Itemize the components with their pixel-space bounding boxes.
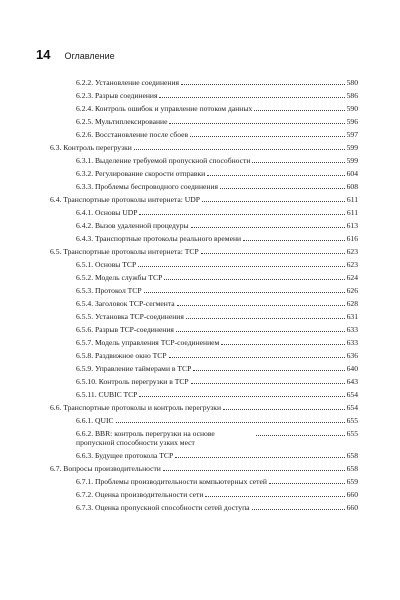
toc-entry [0, 338, 400, 351]
dot-leader [202, 201, 345, 202]
toc-entry-page: 599 [346, 143, 358, 152]
toc-entry-title: 6.5. Транспортные протоколы интернета: TCP [50, 247, 199, 256]
toc-entry-page: 626 [346, 286, 358, 295]
toc-entry-title: 6.7.3. Оценка пропускной способности сетей доступа [76, 503, 250, 512]
dot-leader [191, 383, 345, 384]
toc-entry-title: 6.5.9. Управление таймерами в TCP [76, 364, 192, 373]
toc-entry-page: 624 [346, 273, 358, 282]
dot-leader [186, 318, 345, 319]
toc-entry-page: 613 [346, 221, 358, 230]
toc-entry-title: 6.6.2. BBR: контроль перегрузки на основе пропускной способности узких мест [76, 429, 215, 447]
toc-entry [0, 325, 400, 338]
page-header [36, 47, 115, 62]
dot-leader [163, 470, 345, 471]
toc-entry-page: 660 [346, 503, 358, 512]
toc-entry-title: 6.2.3. Разрыв соединения [76, 91, 158, 100]
table-of-contents [0, 78, 400, 516]
toc-entry-page: 658 [346, 451, 358, 460]
toc-entry-page: 596 [346, 117, 358, 126]
dot-leader [176, 331, 345, 332]
toc-entry-page: 628 [346, 299, 358, 308]
toc-entry-page: 580 [346, 78, 358, 87]
toc-entry [0, 143, 400, 156]
dot-leader [254, 110, 344, 111]
toc-entry [0, 416, 400, 429]
toc-entry-page: 658 [346, 464, 358, 473]
toc-entry [0, 260, 400, 273]
toc-entry-title: 6.5.11. CUBIC TCP [76, 390, 138, 399]
toc-entry [0, 312, 400, 325]
dot-leader [221, 344, 344, 345]
toc-entry-page: 633 [346, 325, 358, 334]
page-number: 14 [36, 47, 51, 62]
dot-leader [159, 97, 344, 98]
toc-entry-title: 6.6. Транспортные протоколы и контроль перегрузки [50, 403, 222, 412]
toc-entry-title: 6.7.2. Оценка производительности сети [76, 490, 204, 499]
toc-entry [0, 377, 400, 390]
toc-entry [0, 182, 400, 195]
dot-leader [243, 240, 345, 241]
toc-entry-title: 6.3.1. Выделение требуемой пропускной способности [76, 156, 251, 165]
toc-entry [0, 247, 400, 260]
toc-entry [0, 477, 400, 490]
dot-leader [144, 292, 345, 293]
dot-leader [164, 279, 344, 280]
toc-entry [0, 273, 400, 286]
toc-entry-page: 655 [346, 429, 358, 438]
toc-entry [0, 156, 400, 169]
dot-leader [138, 266, 344, 267]
dot-leader [169, 123, 344, 124]
toc-entry [0, 234, 400, 247]
toc-entry-title: 6.7. Вопросы производительности [50, 464, 161, 473]
toc-entry-title: 6.4.3. Транспортные протоколы реального времени [76, 234, 242, 243]
toc-entry-title: 6.2.2. Установление соединения [76, 78, 180, 87]
toc-entry-page: 655 [346, 416, 358, 425]
toc-entry-title: 6.5.6. Разрыв TCP-соединения [76, 325, 174, 334]
toc-entry-page: 608 [346, 182, 358, 191]
dot-leader [116, 422, 345, 423]
toc-entry-page: 611 [346, 208, 358, 217]
toc-entry-title: 6.4. Транспортные протоколы интернета: UDP [50, 195, 200, 204]
dot-leader [139, 214, 344, 215]
toc-entry-page: 616 [346, 234, 358, 243]
toc-entry [0, 91, 400, 104]
dot-leader [177, 305, 345, 306]
dot-leader [181, 84, 345, 85]
dot-leader [252, 509, 345, 510]
toc-entry-title: 6.4.1. Основы UDP [76, 208, 138, 217]
dot-leader [191, 227, 345, 228]
toc-entry-page: 623 [346, 247, 358, 256]
dot-leader [175, 457, 344, 458]
toc-entry-page: 654 [346, 390, 358, 399]
toc-entry-page: 631 [346, 312, 358, 321]
toc-entry [0, 429, 400, 451]
dot-leader [169, 357, 345, 358]
toc-entry [0, 104, 400, 117]
dot-leader [252, 162, 344, 163]
toc-entry-title: 6.5.3. Протокол TCP [76, 286, 142, 295]
toc-entry-title: 6.5.1. Основы TCP [76, 260, 137, 269]
toc-entry [0, 299, 400, 312]
dot-leader [207, 175, 344, 176]
toc-entry [0, 464, 400, 477]
toc-entry-title: 6.6.3. Будущее протокола TCP [76, 451, 174, 460]
toc-entry-page: 640 [346, 364, 358, 373]
toc-entry-page: 633 [346, 338, 358, 347]
toc-entry [0, 286, 400, 299]
toc-entry [0, 195, 400, 208]
toc-entry [0, 503, 400, 516]
toc-entry-page: 623 [346, 260, 358, 269]
toc-entry-title: 6.5.4. Заголовок TCP-сегмента [76, 299, 175, 308]
running-title: Оглавление [64, 51, 115, 61]
toc-entry-page: 604 [346, 169, 358, 178]
toc-entry-page: 643 [346, 377, 358, 386]
dot-leader [269, 483, 345, 484]
toc-entry-page: 597 [346, 130, 358, 139]
toc-entry-title: 6.4.2. Вызов удаленной процедуры [76, 221, 189, 230]
toc-entry [0, 351, 400, 364]
dot-leader [201, 253, 345, 254]
dot-leader [256, 435, 345, 436]
toc-entry-title: 6.7.1. Проблемы производительности компьютерных сетей [76, 477, 267, 486]
toc-entry [0, 451, 400, 464]
toc-entry-page: 636 [346, 351, 358, 360]
toc-entry-title: 6.3.3. Проблемы беспроводного соединения [76, 182, 219, 191]
toc-entry-title: 6.5.10. Контроль перегрузки в TCP [76, 377, 189, 386]
dot-leader [205, 496, 344, 497]
toc-entry [0, 117, 400, 130]
dot-leader [190, 136, 344, 137]
toc-entry-title: 6.5.7. Модель управления TCP-соединением [76, 338, 220, 347]
dot-leader [134, 149, 345, 150]
toc-entry-title: 6.2.4. Контроль ошибок и управление потоком данных [76, 104, 253, 113]
toc-entry-title: 6.2.5. Мультиплексирование [76, 117, 168, 126]
toc-entry [0, 490, 400, 503]
toc-entry [0, 169, 400, 182]
toc-entry-page: 659 [346, 477, 358, 486]
dot-leader [139, 396, 344, 397]
toc-entry [0, 130, 400, 143]
toc-entry-page: 654 [346, 403, 358, 412]
toc-entry-title: 6.5.2. Модель службы TCP [76, 273, 163, 282]
toc-entry [0, 221, 400, 234]
toc-entry [0, 403, 400, 416]
toc-entry [0, 208, 400, 221]
toc-entry-title: 6.5.5. Установка TCP-соединения [76, 312, 184, 321]
toc-entry [0, 364, 400, 377]
toc-entry-title: 6.6.1. QUIC [76, 416, 114, 425]
toc-entry-page: 611 [346, 195, 358, 204]
dot-leader [193, 370, 344, 371]
toc-entry-page: 660 [346, 490, 358, 499]
toc-entry-title: 6.2.6. Восстановление после сбоев [76, 130, 189, 139]
toc-entry [0, 78, 400, 91]
dot-leader [220, 188, 345, 189]
toc-entry-page: 590 [346, 104, 358, 113]
toc-entry-title: 6.3.2. Регулирование скорости отправки [76, 169, 206, 178]
toc-entry-page: 586 [346, 91, 358, 100]
toc-entry-title: 6.3. Контроль перегрузки [50, 143, 132, 152]
toc-entry [0, 390, 400, 403]
toc-entry-title: 6.5.8. Раздвижное окно TCP [76, 351, 167, 360]
dot-leader [223, 409, 345, 410]
toc-entry-page: 599 [346, 156, 358, 165]
